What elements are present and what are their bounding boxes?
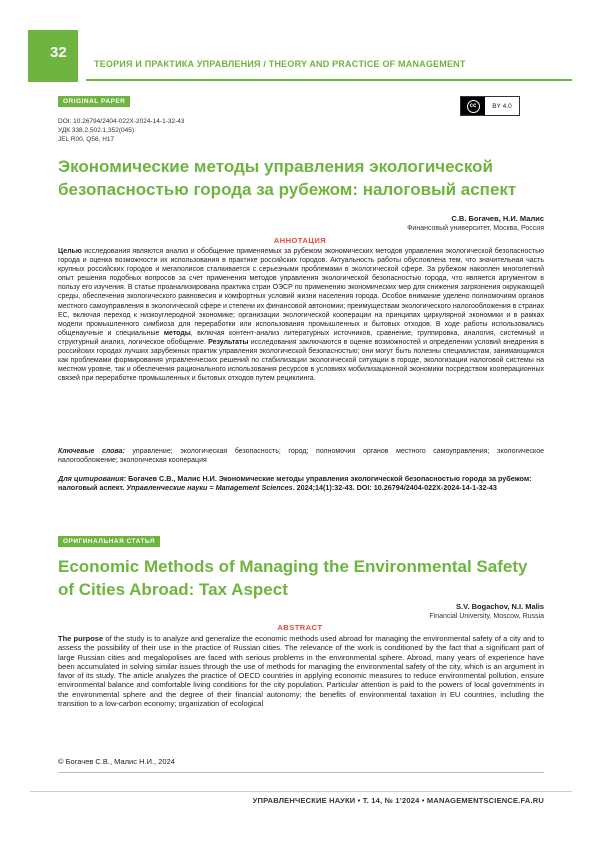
header-divider (86, 79, 572, 81)
page-number-box (28, 30, 78, 82)
authors-ru: С.В. Богачев, Н.И. Малис (451, 214, 544, 223)
jel-codes: JEL R00, Q56, H17 (58, 136, 115, 143)
citation: Для цитирования: Богачев С.В., Малис Н.И. Экономические методы управления экологической безопасностью города за рубежом: налоговый аспект. Управленческие науки = Management Sciences. 2024;14(1):32-43. DOI: 10.26794/2404-022X-2024-14-1-32-43 (58, 474, 532, 493)
abstract-ru: Целью исследования являются анализ и обобщение применяемых за рубежом экономических методов управления экологической безопасностью города и оценка возможности их использования в практике российских городов. Актуальность работы обусловлена тем, что значительная часть крупных российских городов и мегаполисов сталкивается с серьезными проблемами в экологической сфере. За рубежом накоплен многолетний опыт решения подобных вопросов за счет применения методов управления экологической безопасностью города, что является аргументом в пользу его изучения. В статье проанализирована практика стран ОЭСР по применению экономических мер для снижения загрязнения окружающей среды, обеспечения экологического равновесия и комфортных условий жизни населения города. Особое внимание уделено полномочиям органов местного самоуправления в экологической сфере и степени их финансовой автономии; преимуществам экологического налогообложения в странах ЕС, включая переход к низкоуглеродной экономике; организации экологической кооперации на принципах циркулярной экономики и в рамках модели промышленного симбиоза для переработки или использования промышленных и бытовых отходов. В ходе работы использовались общенаучные и специальные методы, включая контент-анализ литературных источников, сравнение, группировка, аналогия, системный и структурный анализ, логическое обобщение. Результаты исследования заключаются в оценке возможностей и определении условий внедрения в российских городах лучших зарубежных практик управления экологической безопасностью; они могут быть полезны специалистам, занимающимся как проблемами формирования управленческих решений по стабилизации экологической ситуации в городе, экологизации налоговой системы на местном уровне, так и обеспечения рационального использования ресурсов в условиях мобилизационной экономики посредством кооперационных связей при переработке промышленных и бытовых отходов путем рециклинга. (58, 248, 544, 383)
copyright: © Богачев С.В., Малис Н.И., 2024 (58, 757, 175, 766)
abstract-en: The purpose of the study is to analyze and generalize the economic methods used abroad for managing the environmental safety of a city and to assess the possibility of their use in the practice of Russian cities. The relevance of the work is conditioned by the fact that a significant part of large Russian cities and megalopolises are faced with serious problems in the environmental sphere. Abroad, many years of experience have been accumulated in solving similar issues through the use of methods for managing the environmental safety of the city, which is an argument in favor of its study. The article analyzes the practice of OECD countries in applying economic measures to reduce environmental pollution, ensure environmental balance and comfortable living conditions for the city population. Particular attention is paid to the powers of local governments in the environmental sphere and the degree of their financial autonomy; the benefits of environmental taxation in EU countries, including the transition to a low-carbon economy; organization of ecological (58, 634, 544, 709)
udk: УДК 338.2,502.1,352(045) (58, 127, 134, 134)
running-header: ТЕОРИЯ И ПРАКТИКА УПРАВЛЕНИЯ / THEORY AND PRACTICE OF MANAGEMENT (94, 59, 466, 69)
authors-en: S.V. Bogachov, N.I. Malis (456, 602, 544, 611)
affiliation-ru: Финансовый университет, Москва, Россия (407, 225, 544, 232)
abstract-heading-ru: АННОТАЦИЯ (273, 236, 327, 245)
article-title-en: Economic Methods of Managing the Environmental Safety of Cities Abroad: Tax Aspect (58, 557, 528, 599)
doi: DOI: 10.26794/2404-022X-2024-14-1-32-43 (58, 118, 185, 125)
goal-label: Целью (58, 248, 82, 255)
article-title-ru: Экономические методы управления экологической безопасностью города за рубежом: налоговый аспект (58, 157, 517, 199)
results-label: Результаты (208, 338, 249, 346)
keywords-ru: Ключевые слова: управление; экологическая безопасность; город; полномочия органов местного самоуправления; экологическое налогообложение; экологическая кооперация (58, 448, 544, 465)
purpose-label: The purpose (58, 634, 104, 643)
page-number: 32 (50, 44, 67, 61)
footer-divider (30, 791, 572, 792)
original-article-tag: ОРИГИНАЛЬНАЯ СТАТЬЯ (58, 536, 160, 547)
cc-license-badge[interactable] (460, 96, 520, 116)
affiliation-en: Financial University, Moscow, Russia (429, 613, 544, 620)
cc-icon: cc (461, 97, 485, 115)
abstract-heading-en: ABSTRACT (277, 623, 323, 632)
keywords-label: Ключевые слова: (58, 448, 125, 455)
cite-label: Для цитирования (58, 474, 124, 483)
copyright-divider (58, 772, 544, 773)
license-text: BY 4.0 (492, 102, 512, 110)
journal-footer: УПРАВЛЕНЧЕСКИЕ НАУКИ • Т. 14, № 1’2024 • MANAGEMENTSCIENCE.FA.RU (252, 796, 544, 805)
original-paper-tag: ORIGINAL PAPER (58, 96, 130, 107)
methods-label: методы (163, 329, 191, 337)
